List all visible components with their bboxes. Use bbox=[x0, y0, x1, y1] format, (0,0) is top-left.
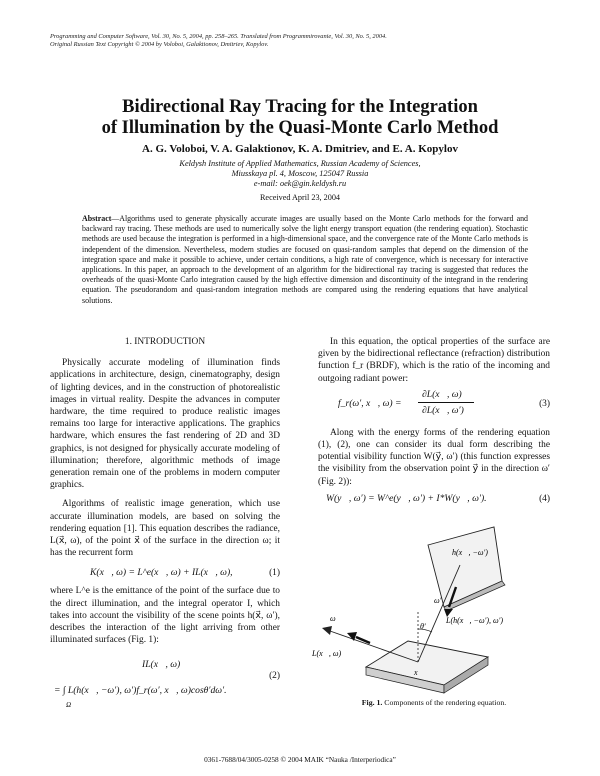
figure-1-caption bbox=[318, 698, 550, 707]
journal-header-line2: Original Russian Text Copyright © 2004 by Voloboi, Galaktionov, Dmitriev, Kopylov. bbox=[50, 41, 269, 48]
omega-prime-label: ω′ bbox=[434, 596, 442, 605]
equation-1-body: K(x⃗, ω) = L^e(x⃗, ω) + IL(x⃗, ω), bbox=[90, 567, 233, 579]
equation-3-lhs: f_r(ω′, x⃗, ω) = bbox=[338, 397, 402, 409]
journal-header bbox=[50, 33, 570, 49]
equation-4 bbox=[318, 488, 550, 510]
intro-paragraph-1: Physically accurate modeling of illumination finds applications in architecture, design, cinematography, design of lighting devices, and in the construction of photorealistic images in virtual reality. Despite the advances in computer hardware, the time required to produce realistic images remains too large for interactive applications. The graphics hardware, which ensures the fast rendering of 2D and 3D graphics, is not designed for physically accurate modeling of illumination; therefore, algorithmic methods of image generation remain one of the problems in modern computer graphics. bbox=[50, 358, 280, 491]
theta-label: θ′ bbox=[420, 622, 426, 631]
point-x-label: x⃗ bbox=[414, 668, 424, 677]
affiliation-line1: Keldysh Institute of Applied Mathematics, Russian Academy of Sciences, bbox=[179, 159, 421, 168]
outgoing-radiance-label: L(x⃗, ω) bbox=[312, 649, 342, 658]
equation-4-number: (4) bbox=[539, 493, 550, 504]
equation-2 bbox=[50, 646, 280, 712]
fraction-bar bbox=[418, 402, 474, 403]
journal-header-line1: Programming and Computer Software, Vol. 30, No. 5, 2004, pp. 258–265. Translated from Programmirovanie, Vol. 30, No. 5, 2004. bbox=[50, 33, 387, 40]
authors: A. G. Voloboi, V. A. Galaktionov, K. A. Dmitriev, and E. A. Kopylov bbox=[142, 143, 458, 155]
equation-3 bbox=[318, 385, 550, 423]
right-column bbox=[318, 336, 550, 510]
paper-title bbox=[40, 97, 560, 139]
paper-title-line2: of Illumination by the Quasi-Monte Carlo Method bbox=[101, 118, 499, 138]
intro-paragraph-2: Algorithms of realistic image generation, which use accurate illumination models, are based on solving the rendering equation [1]. This equation describes the radiance, L(x⃗, ω), of the point x⃗ of the surface in the direction ω; it has the recurrent form bbox=[50, 499, 280, 559]
affiliation-line2: Miusskaya pl. 4, Moscow, 125047 Russia bbox=[231, 169, 369, 179]
paper-title-line1: Bidirectional Ray Tracing for the Integration bbox=[122, 97, 478, 117]
figure-1-caption-label: Fig. 1. bbox=[361, 698, 383, 707]
affiliation bbox=[40, 159, 560, 190]
figure-1 bbox=[310, 525, 550, 715]
equation-4-body: W(y⃗, ω′) = W^e(y⃗, ω′) + I*W(y⃗, ω′). bbox=[326, 492, 487, 504]
equation-1-number: (1) bbox=[269, 568, 280, 579]
outgoing-ray-arrowhead bbox=[322, 626, 332, 635]
h-label: h(x⃗, −ω′) bbox=[452, 548, 488, 557]
dual-form-paragraph: Along with the energy forms of the rendering equation (1), (2), one can consider its dual form describing the potential visibility function W(y⃗, ω′) (this function expresses the visibility from the observation point y⃗ in the direction ω′ (Fig. 2)): bbox=[318, 427, 550, 487]
omega-label: ω bbox=[330, 614, 336, 623]
equation-2-number: (2) bbox=[269, 671, 280, 682]
copyright-footer: 0361-7688/04/3005-0258 © 2004 MAIK “Nauka /Interperiodica” bbox=[204, 755, 396, 764]
abstract-label: Abstract bbox=[82, 214, 112, 223]
abstract-text: —Algorithms used to generate physically accurate images are usually based on the Monte Carlo methods for the forward and backward ray tracing. These methods are used to numerically solve the light energy transport equation (the rendering equation). Stochastic methods are used because the integration is performed in a high-dimensional space, and the convergence rate of the Monte Carlo methods is independent of the dimension. Nevertheless, modern studies are focused on quasi-random samples that depend on the dimension of the integration space and make it possible to achieve, under certain conditions, a high rate of convergence, which is necessary for interactive applications. In this paper, an approach to the development of an algorithm for the bidirectional ray tracing is suggested that reduces the overheads of the quasi-Monte Carlo integration caused by the high effective dimension and discontinuity of the integrand in the rendering equation. The pseudorandom and quasi-random integration methods are compared using the rendering equations that have analytical solutions. bbox=[82, 214, 528, 305]
rendering-equation-diagram bbox=[310, 525, 550, 715]
left-column bbox=[50, 336, 280, 712]
abstract bbox=[82, 214, 528, 306]
outgoing-radiance-arrow bbox=[356, 637, 370, 643]
brdf-paragraph: In this equation, the optical properties of the surface are given by the bidirectional reflectance (refraction) distribution function f_r (BRDF), which is the ratio of the incoming and outgoing radiant power: bbox=[318, 337, 550, 384]
upper-surface bbox=[428, 527, 502, 607]
affiliation-email: e-mail: oek@gin.keldysh.ru bbox=[253, 179, 347, 189]
equation-3-number: (3) bbox=[539, 398, 550, 409]
figure-1-caption-text: Components of the rendering equation. bbox=[382, 698, 507, 707]
equation-2-bottom: = ∫ L(h(x⃗, −ω′), ω′)f_r(ω′, x⃗, ω)cosθ′dω′. bbox=[54, 685, 227, 697]
section-heading: 1. INTRODUCTION bbox=[124, 337, 206, 347]
incoming-radiance-label: L(h(x⃗, −ω′), ω′) bbox=[446, 616, 504, 625]
equation-2-domain: Ω bbox=[66, 701, 72, 710]
equation-1 bbox=[50, 559, 280, 585]
equation-3-numerator: ∂L(x⃗, ω) bbox=[422, 388, 462, 400]
equation-2-top: IL(x⃗, ω) bbox=[142, 659, 181, 671]
intro-paragraph-3: where L^e is the emittance of the point of the surface due to the direct illumination, and the integral operator I, which takes into account the visibility of the scene points h(x⃗, ω′), describes the interaction of the light arriving from other illuminated surfaces (Fig. 1): bbox=[50, 586, 280, 646]
received-date: Received April 23, 2004 bbox=[259, 193, 341, 202]
equation-3-denominator: ∂L(x⃗, ω′) bbox=[422, 404, 464, 416]
